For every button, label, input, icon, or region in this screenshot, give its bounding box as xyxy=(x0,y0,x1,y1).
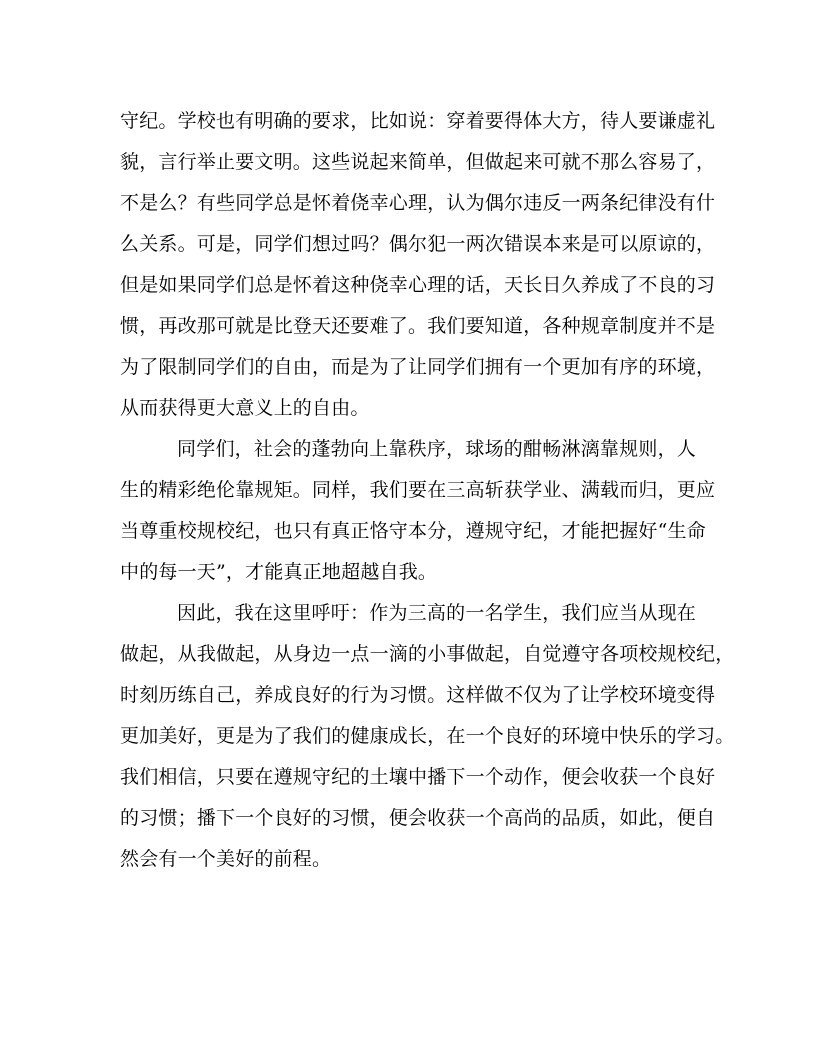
paragraph-line: 做起，从我做起，从身边一点一滴的小事做起，自觉遵守各项校规校纪， xyxy=(120,643,735,665)
paragraph-line: 中的每一天”，才能真正地超越自我。 xyxy=(120,561,438,583)
paragraph-line: 为了限制同学们的自由，而是为了让同学们拥有一个更加有序的环境， xyxy=(120,356,716,378)
paragraph-3 xyxy=(120,593,735,880)
paragraph-line: 我们相信，只要在遵规守纪的土壤中播下一个动作，便会收获一个良好 xyxy=(120,766,716,788)
paragraph-line: 当尊重校规校纪，也只有真正恪守本分，遵规守纪，才能把握好“生命 xyxy=(120,520,706,542)
paragraph-line: 不是么？有些同学总是怀着侥幸心理，认为偶尔违反一两条纪律没有什 xyxy=(120,192,716,214)
document-body xyxy=(120,101,735,880)
paragraph-line: 因此，我在这里呼吁：作为三高的一名学生，我们应当从现在 xyxy=(177,602,696,624)
paragraph-2 xyxy=(120,429,716,593)
paragraph-line: 从而获得更大意义上的自由。 xyxy=(120,397,370,419)
paragraph-line: 守纪。学校也有明确的要求，比如说：穿着要得体大方，待人要谦虚礼 xyxy=(120,110,716,132)
paragraph-line: 生的精彩绝伦靠规矩。同样，我们要在三高斩获学业、满载而归，更应 xyxy=(120,479,716,501)
paragraph-line: 时刻历练自己，养成良好的行为习惯。这样做不仅为了让学校环境变得 xyxy=(120,684,716,706)
paragraph-line: 惯，再改那可就是比登天还要难了。我们要知道，各种规章制度并不是 xyxy=(120,315,716,337)
paragraph-1 xyxy=(120,101,716,429)
paragraph-line: 然会有一个美好的前程。 xyxy=(120,848,332,870)
paragraph-line: 更加美好，更是为了我们的健康成长，在一个良好的环境中快乐的学习。 xyxy=(120,725,735,747)
paragraph-line: 么关系。可是，同学们想过吗？偶尔犯一两次错误本来是可以原谅的， xyxy=(120,233,716,255)
paragraph-line: 的习惯；播下一个良好的习惯，便会收获一个高尚的品质，如此，便自 xyxy=(120,807,716,829)
paragraph-line: 但是如果同学们总是怀着这种侥幸心理的话，天长日久养成了不良的习 xyxy=(120,274,716,296)
paragraph-line: 貌，言行举止要文明。这些说起来简单，但做起来可就不那么容易了， xyxy=(120,151,716,173)
paragraph-line: 同学们，社会的蓬勃向上靠秩序，球场的酣畅淋漓靠规则，人 xyxy=(177,438,696,460)
